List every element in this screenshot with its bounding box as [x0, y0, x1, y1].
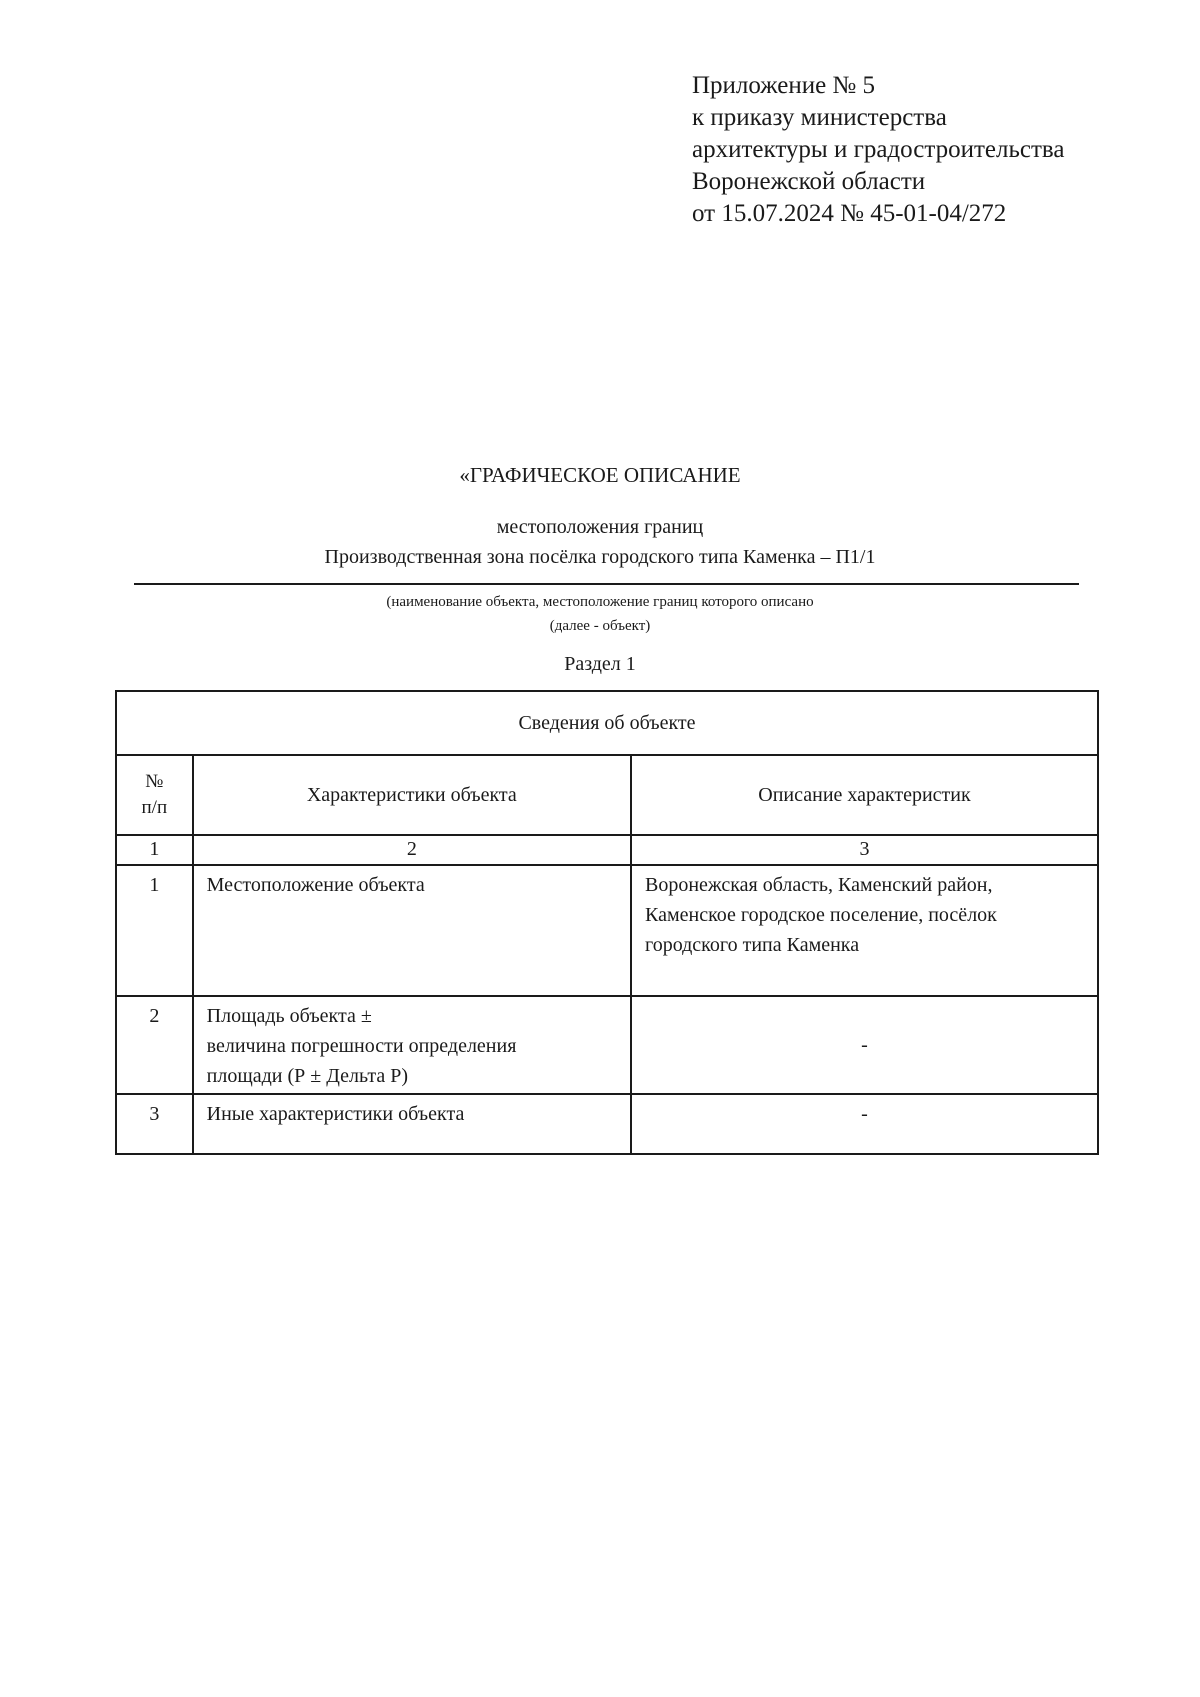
table-row	[116, 865, 1098, 996]
row-description: Воронежская область, Каменский район, Каменское городское поселение, посёлок городского типа Каменка	[631, 865, 1098, 996]
column-index-row	[116, 835, 1098, 865]
row-characteristic	[193, 996, 631, 1094]
column-index-3: 3	[631, 835, 1098, 865]
subtitle-line-1: местоположения границ	[496, 516, 704, 538]
table-row	[116, 1094, 1098, 1154]
row-description: -	[631, 996, 1098, 1094]
row-num: 3	[116, 1094, 193, 1154]
appendix-line-1: Приложение № 5	[692, 72, 876, 99]
row-num: 1	[116, 865, 193, 996]
row-characteristic: Иные характеристики объекта	[193, 1094, 631, 1154]
table-row	[116, 996, 1098, 1094]
row-description: -	[631, 1094, 1098, 1154]
row-num: 2	[116, 996, 193, 1094]
row-characteristic-line-1: Площадь объекта ±	[206, 1005, 372, 1027]
appendix-header	[692, 70, 1064, 230]
object-name-note	[0, 590, 1200, 638]
document-title: «ГРАФИЧЕСКОЕ ОПИСАНИЕ	[459, 463, 741, 487]
table-caption: Сведения об объекте	[116, 691, 1098, 755]
header-description: Описание характеристик	[631, 755, 1098, 835]
document-subtitle	[0, 512, 1200, 572]
row-characteristic-line-3: площади (Р ± Дельта Р)	[206, 1065, 408, 1087]
header-num-line-2: п/п	[141, 797, 168, 818]
underline-rule	[134, 583, 1079, 585]
object-info-table	[115, 690, 1099, 1155]
section-label: Раздел 1	[564, 653, 636, 675]
column-index-2: 2	[193, 835, 631, 865]
subtitle-line-2: Производственная зона посёлка городского типа Каменка – П1/1	[324, 546, 876, 568]
header-characteristics: Характеристики объекта	[193, 755, 631, 835]
row-characteristic-line-2: величина погрешности определения	[206, 1035, 517, 1057]
header-num	[116, 755, 193, 835]
appendix-line-5: от 15.07.2024 № 45-01-04/272	[692, 200, 1007, 227]
header-num-line-1: №	[145, 771, 164, 792]
column-index-1: 1	[116, 835, 193, 865]
appendix-line-4: Воронежской области	[692, 168, 926, 195]
appendix-line-3: архитектуры и градостроительства	[692, 136, 1065, 163]
note-line-2: (далее - объект)	[549, 618, 651, 634]
row-characteristic: Местоположение объекта	[193, 865, 631, 996]
appendix-line-2: к приказу министерства	[692, 104, 947, 131]
note-line-1: (наименование объекта, местоположение границ которого описано	[386, 594, 814, 610]
